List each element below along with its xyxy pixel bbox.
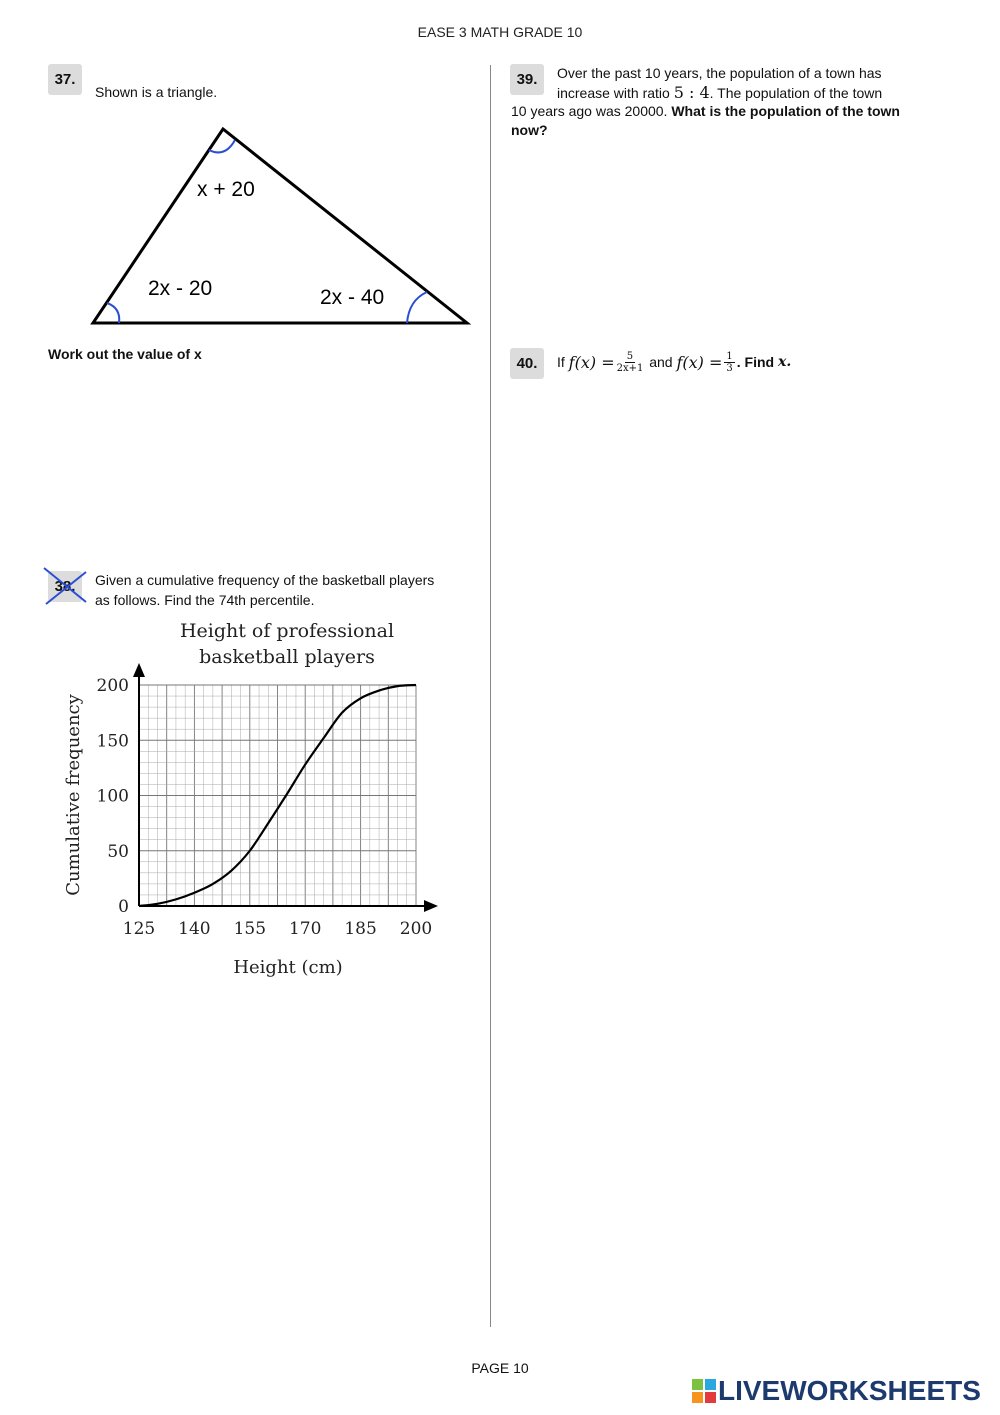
question-39-line2 (557, 83, 882, 103)
page-footer: PAGE 10 (471, 1360, 529, 1376)
question-38-text-line1: Given a cumulative frequency of the basketball players (95, 572, 435, 588)
question-39-line3 (511, 102, 900, 121)
question-number-39: 39. (510, 64, 544, 95)
y-tick-label: 0 (118, 897, 129, 917)
angle-label-top: x + 20 (197, 178, 255, 201)
angle-arc-right (407, 292, 427, 323)
chart-title-line1: Height of professional (179, 620, 395, 642)
y-tick-label: 50 (107, 841, 129, 862)
question-39-ratio: 5 : 4 (673, 83, 710, 102)
question-number-38: 38. (48, 571, 82, 602)
question-40-find: . Find (736, 353, 775, 370)
question-40-text (557, 346, 791, 378)
cross-out-mark-icon (42, 566, 88, 606)
x-tick-label: 185 (344, 919, 377, 939)
x-tick-label: 200 (399, 919, 433, 939)
question-number-37: 37. (48, 64, 82, 95)
cumulative-frequency-chart (50, 612, 450, 987)
y-axis-arrow-icon (133, 663, 145, 677)
chart-y-axis-label: Cumulative frequency (63, 694, 84, 896)
chart-x-axis-label: Height (cm) (233, 957, 343, 978)
question-37-text: Shown is a triangle. (95, 84, 218, 100)
chart-axes (133, 663, 438, 912)
chart-title-line2: basketball players (199, 646, 375, 668)
question-39-line3-question: What is the population of the town (671, 103, 900, 119)
question-40-if: If (557, 353, 565, 370)
question-39-line2-end: . The population of the town (709, 85, 883, 101)
question-39-line1: Over the past 10 years, the population of a town has (557, 65, 882, 81)
page-header: EASE 3 MATH GRADE 10 (417, 24, 583, 40)
fraction-2-denominator: 3 (726, 362, 733, 374)
liveworksheets-logo-text: LIVEWORKSHEETS (718, 1375, 981, 1406)
x-tick-label: 170 (288, 919, 322, 939)
question-38-text-line2: as follows. Find the 74th percentile. (95, 592, 315, 608)
angle-label-right: 2x - 40 (320, 286, 385, 309)
angle-arc-left (107, 303, 119, 323)
liveworksheets-logo-icon (692, 1379, 716, 1403)
question-40-x: x. (778, 353, 792, 370)
angle-label-left: 2x - 20 (148, 277, 213, 300)
triangle-figure (85, 120, 480, 335)
question-39-line4: now? (511, 122, 548, 138)
question-40-fx2: f(x) = (676, 352, 723, 372)
y-tick-label: 200 (96, 676, 129, 696)
fraction-1-denominator: 2x+1 (616, 362, 644, 374)
question-39-ratio-intro: increase with ratio (557, 85, 670, 101)
x-axis-arrow-icon (424, 900, 438, 912)
question-40-fraction-2 (724, 351, 734, 374)
liveworksheets-logo (692, 1375, 981, 1407)
question-39-line3-start: 10 years ago was 20000. (511, 103, 668, 119)
chart-grid (139, 685, 416, 906)
column-divider (490, 65, 491, 1327)
question-40-and: and (649, 353, 673, 370)
x-tick-label: 125 (122, 919, 156, 939)
chart-tick-labels (97, 676, 433, 939)
x-tick-label: 140 (178, 919, 211, 939)
question-40-fx: f(x) = (568, 352, 615, 372)
y-tick-label: 100 (96, 786, 129, 807)
question-number-40: 40. (510, 348, 544, 379)
question-37-prompt: Work out the value of x (48, 346, 202, 362)
fraction-1-numerator: 5 (626, 350, 634, 362)
x-tick-label: 155 (233, 919, 267, 939)
fraction-2-numerator: 1 (726, 350, 733, 362)
y-tick-label: 150 (96, 731, 129, 752)
question-40-fraction-1 (617, 351, 644, 374)
